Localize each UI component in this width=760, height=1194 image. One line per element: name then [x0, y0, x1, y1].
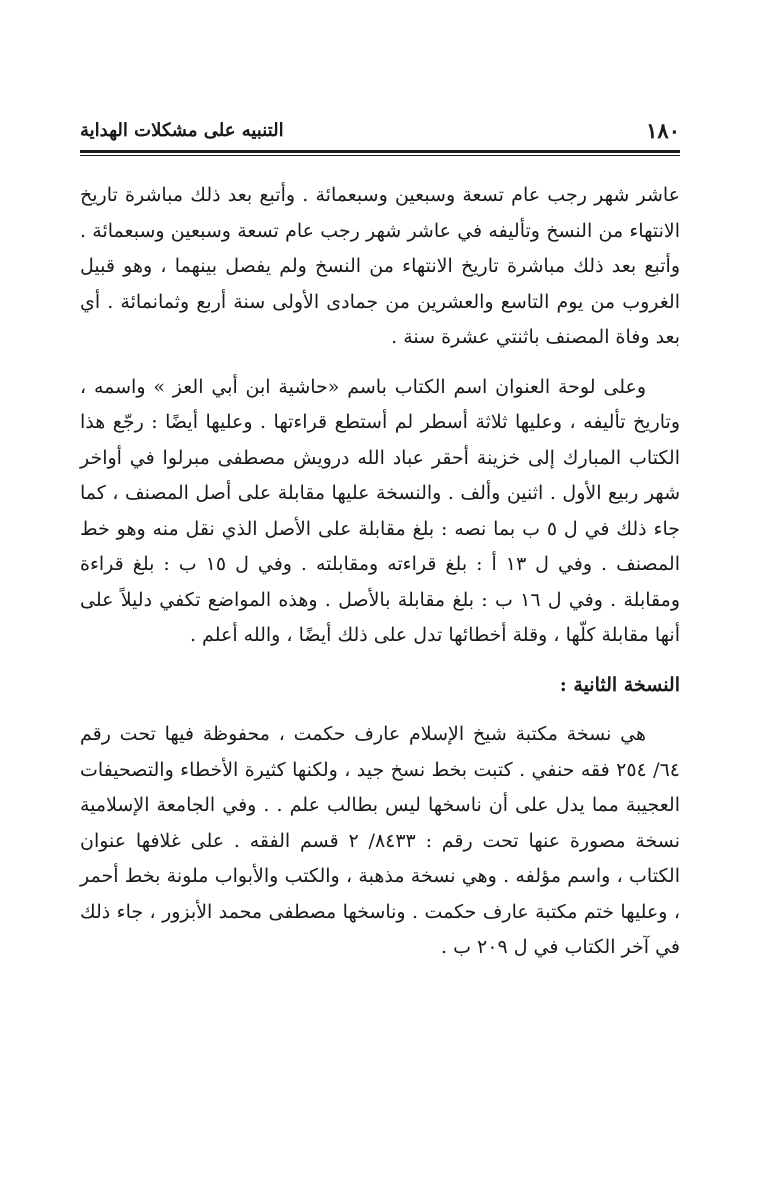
paragraph-2: وعلى لوحة العنوان اسم الكتاب باسم «حاشية ابن أبي العز » واسمه ، وتاريخ تأليفه ، وعليها ثلاثة أسطر لم أستطع قراءتها . وعليها أيضًا : رجّع هذا الكتاب المبارك إلى خزينة أحقر عباد الله درويش مصطفى مبرلوا في أواخر شهر ربيع الأول . اثنين وألف . والنسخة عليها مقابلة على أصل المصنف ، كما جاء ذلك في ل ٥ ب بما نصه : بلغ مقابلة على الأصل الذي نقل منه وهو خط المصنف . وفي ل ١٣ أ : بلغ قراءته ومقابلته . وفي ل ١٥ ب : بلغ قراءة ومقابلة . وفي ل ١٦ ب : بلغ مقابلة بالأصل . وهذه المواضع تكفي دليلاً على أنها مقابلة كلّها ، وقلة أخطائها تدل على ذلك أيضًا ، والله أعلم . — [80, 375, 680, 646]
paragraph-gap — [80, 703, 680, 717]
header-rule-thin — [80, 155, 680, 156]
paragraph-3: هي نسخة مكتبة شيخ الإسلام عارف حكمت ، محفوظة فيها تحت رقم ٦٤/ ٢٥٤ فقه حنفي . كتبت بخط نسخ جيد ، ولكنها كثيرة الأخطاء والتصحيفات العجيبة مما يدل على أن ناسخها ليس بطالب علم . . وفي الجامعة الإسلامية نسخة مصورة عنها تحت رقم : ٨٤٣٣/ ٢ قسم الفقه . على غلافها عنوان الكتاب ، واسم مؤلفه . وهي نسخة مذهبة ، والكتب والأبواب ملونة بخط أحمر ، وعليها ختم مكتبة عارف حكمت . وناسخها مصطفى محمد الأبزور ، جاء ذلك في آخر الكتاب في ل ٢٠٩ ب . — [80, 723, 681, 958]
section-heading: النسخة الثانية : — [559, 673, 680, 696]
page-number: ١٨٠ — [646, 118, 680, 143]
paragraph-gap — [80, 356, 680, 370]
book-title: التنبيه على مشكلات الهداية — [80, 120, 284, 141]
running-header — [80, 118, 680, 148]
paragraph-1: عاشر شهر رجب عام تسعة وسبعين وسبعمائة . وأتبع بعد ذلك مباشرة تاريخ الانتهاء من النسخ وتأليفه في عاشر شهر رجب عام تسعة وسبعين وسبعمائة . وأتبع بعد ذلك مباشرة تاريخ الانتهاء من النسخ ولم يفصل بينهما ، وهو قبيل الغروب من يوم التاسع والعشرين من جمادى الأولى سنة أربع وثمانمائة . أي بعد وفاة المصنف باثنتي عشرة سنة . — [80, 184, 680, 348]
page-body — [80, 178, 680, 966]
paragraph-gap — [80, 654, 680, 668]
header-rule-thick — [80, 150, 680, 153]
